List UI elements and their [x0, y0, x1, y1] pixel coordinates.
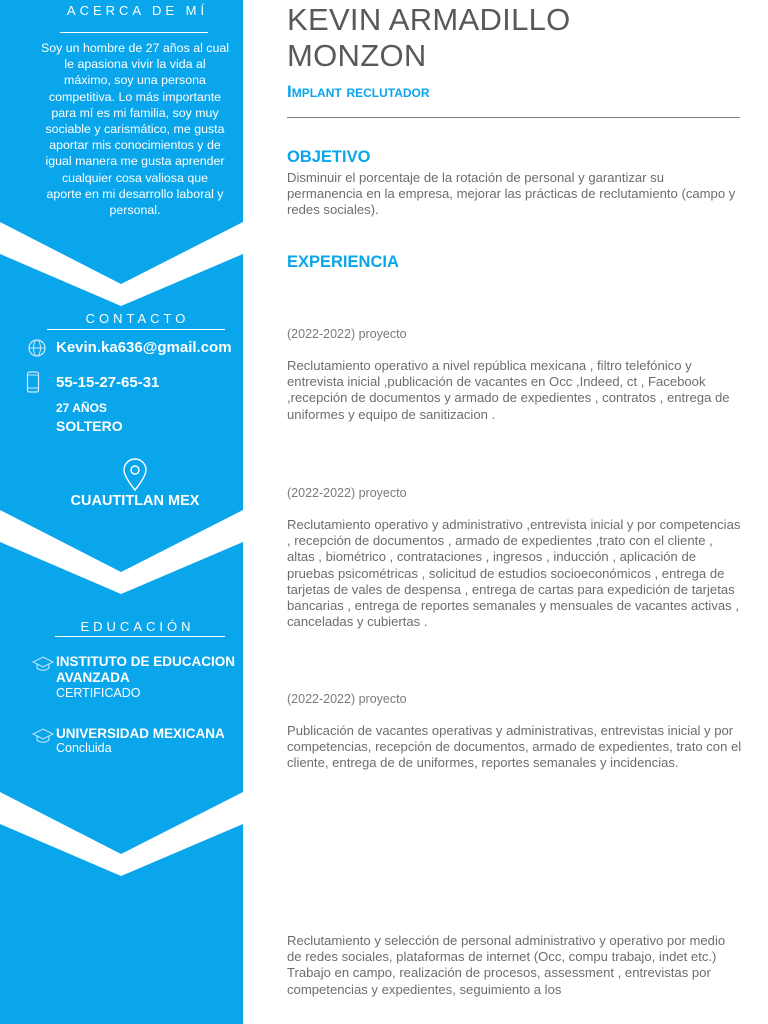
- name-line-2: MONZON: [287, 38, 427, 73]
- education-detail-2: Concluida: [56, 741, 112, 755]
- location-pin-icon: [120, 458, 150, 492]
- objective-text: Disminuir el porcentaje de la rotación de personal y garantizar su permanencia en la empresa, mejorar las prácticas de reclutamiento (campo y redes sociales).: [287, 170, 736, 218]
- experience-text-4: Reclutamiento y selección de personal administrativo y operativo por medio de redes sociales, plataformas de internet (Occ, compu trabajo, indet etc.) Trabajo en campo, realización de procesos, assessment , entrevistas por competencias y expedientes, seguimiento a los: [287, 933, 726, 997]
- contact-heading: CONTACTO: [85, 311, 190, 326]
- email-link[interactable]: Kevin.ka636@gmail.com: [56, 339, 232, 356]
- age-label: 27 AÑOS: [56, 401, 107, 415]
- header-divider: [287, 117, 740, 118]
- experience-period-3: (2022-2022) proyecto: [287, 692, 407, 706]
- about-heading: ACERCA DE MÍ: [66, 3, 209, 18]
- location-text: CUAUTITLAN MEX: [70, 493, 200, 509]
- experience-text-1: Reclutamiento operativo a nivel república mexicana , filtro telefónico y entrevista inicial ,publicación de vacantes en Occ ,Indeed, ct , Facebook ,recepción de documentos y armado de expedientes , contratos , entrega de uniformes y equipo de sanitizacion .: [287, 358, 730, 422]
- experience-period-2: (2022-2022) proyecto: [287, 486, 407, 500]
- phone-icon: [26, 371, 40, 393]
- education-underline: [55, 636, 225, 637]
- sidebar: [0, 0, 243, 1024]
- about-underline: [60, 32, 208, 33]
- experience-heading: EXPERIENCIA: [287, 253, 399, 271]
- experience-text-2: Reclutamiento operativo y administrativo ,entrevista inicial y por competencias , recepción de documentos , armado de expedientes ,trato con el cliente , altas , biométrico , contrataciones , ingresos , inducción , aplicación de pruebas psicométricas , solicitud de estudios socioeconómicos , entrega de tarjetas de vales de despensa , entrega de cartas para expedición de tarjetas bancarias , entrega de reportes semanales y mensuales de vacantes activas , canceladas y cubiertas .: [287, 517, 741, 630]
- education-detail-1: CERTIFICADO: [56, 686, 141, 700]
- education-school-2: UNIVERSIDAD MEXICANA: [56, 726, 225, 741]
- marital-status: SOLTERO: [56, 418, 123, 434]
- phone-number: 55-15-27-65-31: [56, 374, 160, 391]
- full-name: [287, 2, 571, 74]
- objective-heading: OBJETIVO: [287, 148, 371, 166]
- experience-period-1: (2022-2022) proyecto: [287, 327, 407, 341]
- contact-underline: [47, 329, 225, 330]
- education-heading: EDUCACIÓN: [80, 619, 195, 634]
- education-school-1: INSTITUTO DE EDUCACION AVANZADA: [56, 654, 236, 685]
- job-title: Implant reclutador: [287, 82, 430, 101]
- about-text: Soy un hombre de 27 años al cual le apasiona vivir la vida al máximo, soy una persona competitiva. Lo más importante para mí es mi familia, soy muy sociable y carismático, me gusta aportar mis conocimientos y de igual manera me gusta aprender cualquier cosa valiosa que aporte en mi desarrollo laboral y personal.: [40, 41, 230, 218]
- name-line-1: KEVIN ARMADILLO: [287, 2, 571, 37]
- graduation-cap-icon: [32, 655, 54, 673]
- chevron-divider: [0, 770, 243, 880]
- globe-icon: [27, 338, 47, 358]
- graduation-cap-icon: [32, 727, 54, 745]
- experience-text-3: Publicación de vacantes operativas y administrativas, entrevistas inicial y por competencias, recepción de documentos, armado de expedientes, trato con el cliente, entrega de de uniformes, reportes semanales y incidencias.: [287, 723, 742, 771]
